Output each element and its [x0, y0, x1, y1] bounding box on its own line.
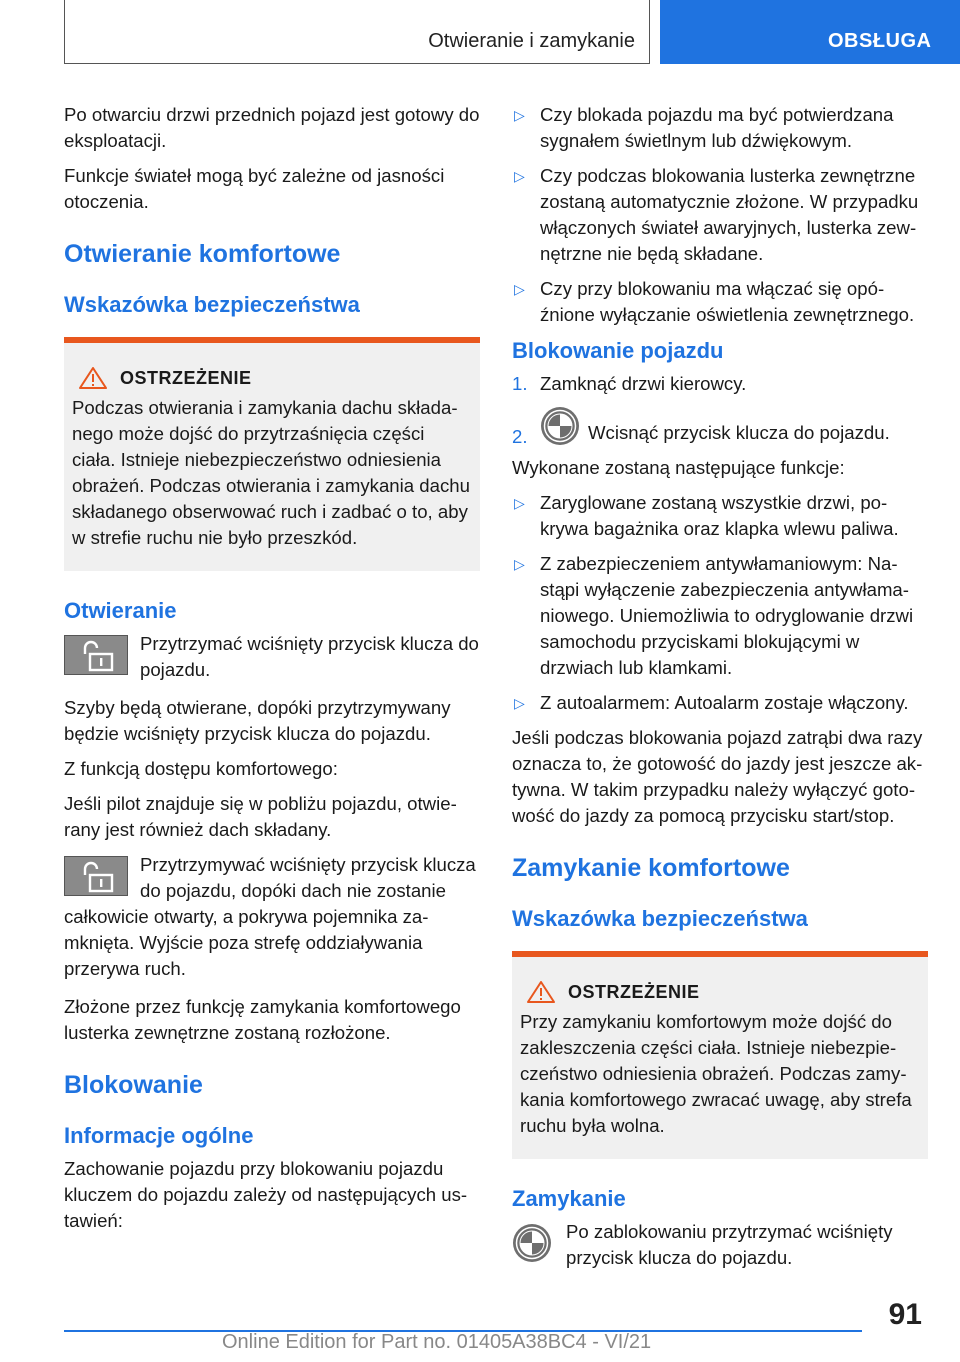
- heading-comfort-close: Zamykanie komfortowe: [512, 854, 790, 882]
- close-instruction: [512, 1219, 928, 1271]
- paragraph: Złożone przez funkcję zamykania komfortowego lusterka zewnętrzne zostaną rozłożone.: [64, 996, 461, 1043]
- list-item: ▷ Czy przy blokowaniu ma włączać się opóźnione wyłączanie oświetlenia zewnętrznego.: [514, 278, 915, 325]
- heading-general-info: Informacje ogólne: [64, 1123, 254, 1148]
- heading-locking: Blokowanie: [64, 1071, 203, 1099]
- settings-list: [512, 102, 928, 328]
- list-item: ▷ Czy blokada pojazdu ma być potwierdzana sygnałem świetlnym lub dźwiękowym.: [514, 104, 894, 151]
- left-column: [64, 102, 480, 1243]
- page-number: 91: [888, 1298, 922, 1331]
- close-instruction-text: Po zablokowaniu przytrzymać wciśnięty przycisk klucza do pojazdu.: [566, 1221, 893, 1268]
- paragraph: Szyby będą otwierane, dopóki przytrzymywany będzie wciśnięty przycisk klucza do pojazdu.: [64, 697, 451, 744]
- list-item: 2. Wcisnąć przycisk klucza do pojazdu.: [512, 406, 928, 446]
- open-roof-instruction-text: Przytrzymywać wciśnięty przycisk klucza do pojazdu, dopóki dach nie zostanie całkowicie otwarty, a pokrywa pojemnika zamknięta. Wyjście poza strefę oddziaływania przerywa ruch.: [64, 854, 476, 979]
- list-item: ▷ Zaryglowane zostaną wszystkie drzwi, pokrywa bagażnika oraz klapka wlewu paliwa.: [514, 492, 899, 539]
- warning-title: OSTRZEŻENIE: [120, 368, 252, 388]
- warning-box: [512, 951, 928, 1159]
- warning-text: Podczas otwierania i zamykania dachu składanego może dojść do przytrzaśnięcia części ciała. Istnieje niebezpieczeństwo odniesienia obrażeń. Podczas otwierania i zamykania dachu składanego obserwować ruch i zadbać o to, aby w strefie ruchu nie było przeszkód.: [72, 397, 470, 548]
- bullet-marker-icon: ▷: [514, 556, 525, 572]
- open-roof-instruction: [64, 852, 480, 982]
- heading-opening: Otwieranie: [64, 598, 177, 623]
- paragraph: Jeśli pilot znajduje się w pobliżu pojazdu, otwierany jest również dach składany.: [64, 793, 457, 840]
- heading-comfort-open: Otwieranie komfortowe: [64, 240, 341, 268]
- bmw-key-icon: [540, 406, 580, 446]
- header-title: Otwieranie i zamykanie: [428, 30, 635, 52]
- paragraph: Jeśli podczas blokowania pojazd zatrąbi dwa razy oznacza to, że gotowość do jazdy jest jeszcze aktywna. W takim przypadku należy wyłączyć gotowość do jazdy za pomocą przycisku start/stop.: [512, 727, 923, 826]
- list-item: 1. Zamknąć drzwi kierowcy.: [512, 373, 747, 394]
- bullet-marker-icon: ▷: [514, 107, 525, 123]
- warning-triangle-icon: [526, 980, 556, 1004]
- heading-closing: Zamykanie: [512, 1186, 626, 1211]
- heading-safety-note: Wskazówka bezpieczeństwa: [64, 292, 360, 317]
- list-item: ▷ Czy podczas blokowania lusterka zewnętrzne zostaną automatycznie złożone. W przypadku włączonych świateł awaryjnych, lusterka zewnętrzne nie będą składane.: [514, 165, 919, 264]
- steps-list: [512, 371, 928, 446]
- bmw-key-icon: [512, 1223, 552, 1263]
- right-column: [512, 102, 928, 1283]
- paragraph: Z funkcją dostępu komfortowego:: [64, 758, 338, 779]
- functions-list: [512, 490, 928, 716]
- heading-lock-vehicle: Blokowanie pojazdu: [512, 338, 724, 363]
- warning-triangle-icon: [78, 366, 108, 390]
- bullet-marker-icon: ▷: [514, 495, 525, 511]
- paragraph: Po otwarciu drzwi przednich pojazd jest gotowy do eksploatacji.: [64, 104, 480, 151]
- bullet-marker-icon: ▷: [514, 281, 525, 297]
- unlock-button-icon: [64, 635, 128, 675]
- warning-text: Przy zamykaniu komfortowym może dojść do zakleszczenia części ciała. Istnieje niebezpieczeństwo odniesienia obrażeń. Podczas zamykania komfortowego zwracać uwagę, aby strefa ruchu była wolna.: [520, 1011, 912, 1136]
- bullet-marker-icon: ▷: [514, 168, 525, 184]
- warning-box: [64, 337, 480, 571]
- warning-title: OSTRZEŻENIE: [568, 982, 700, 1002]
- list-item: ▷ Z zabezpieczeniem antywłamaniowym: Nastąpi wyłączenie zabezpieczenia antywłamaniowego. Uniemożliwia to odryglowanie drzwi samochodu przyciskami blokującymi w drzwiach lub klamkami.: [514, 553, 914, 678]
- open-instruction-text: Przytrzymać wciśnięty przycisk klucza do pojazdu.: [140, 633, 479, 680]
- page-header: [0, 0, 960, 66]
- heading-safety-note: Wskazówka bezpieczeństwa: [512, 906, 808, 931]
- unlock-button-icon: [64, 856, 128, 896]
- paragraph: Wykonane zostaną następujące funkcje:: [512, 457, 845, 478]
- open-instruction: [64, 631, 480, 683]
- bullet-marker-icon: ▷: [514, 695, 525, 711]
- section-tab[interactable]: [660, 0, 960, 64]
- list-item: ▷ Z autoalarmem: Autoalarm zostaje włączony.: [512, 690, 928, 716]
- footer-edition: Online Edition for Part no. 01405A38BC4 - VI/21: [222, 1331, 652, 1353]
- header-title-box: [64, 0, 650, 64]
- section-tab-label: OBSŁUGA: [828, 30, 932, 52]
- paragraph: Zachowanie pojazdu przy blokowaniu pojazdu kluczem do pojazdu zależy od następujących ustawień:: [64, 1158, 468, 1231]
- paragraph: Funkcje świateł mogą być zależne od jasności otoczenia.: [64, 165, 445, 212]
